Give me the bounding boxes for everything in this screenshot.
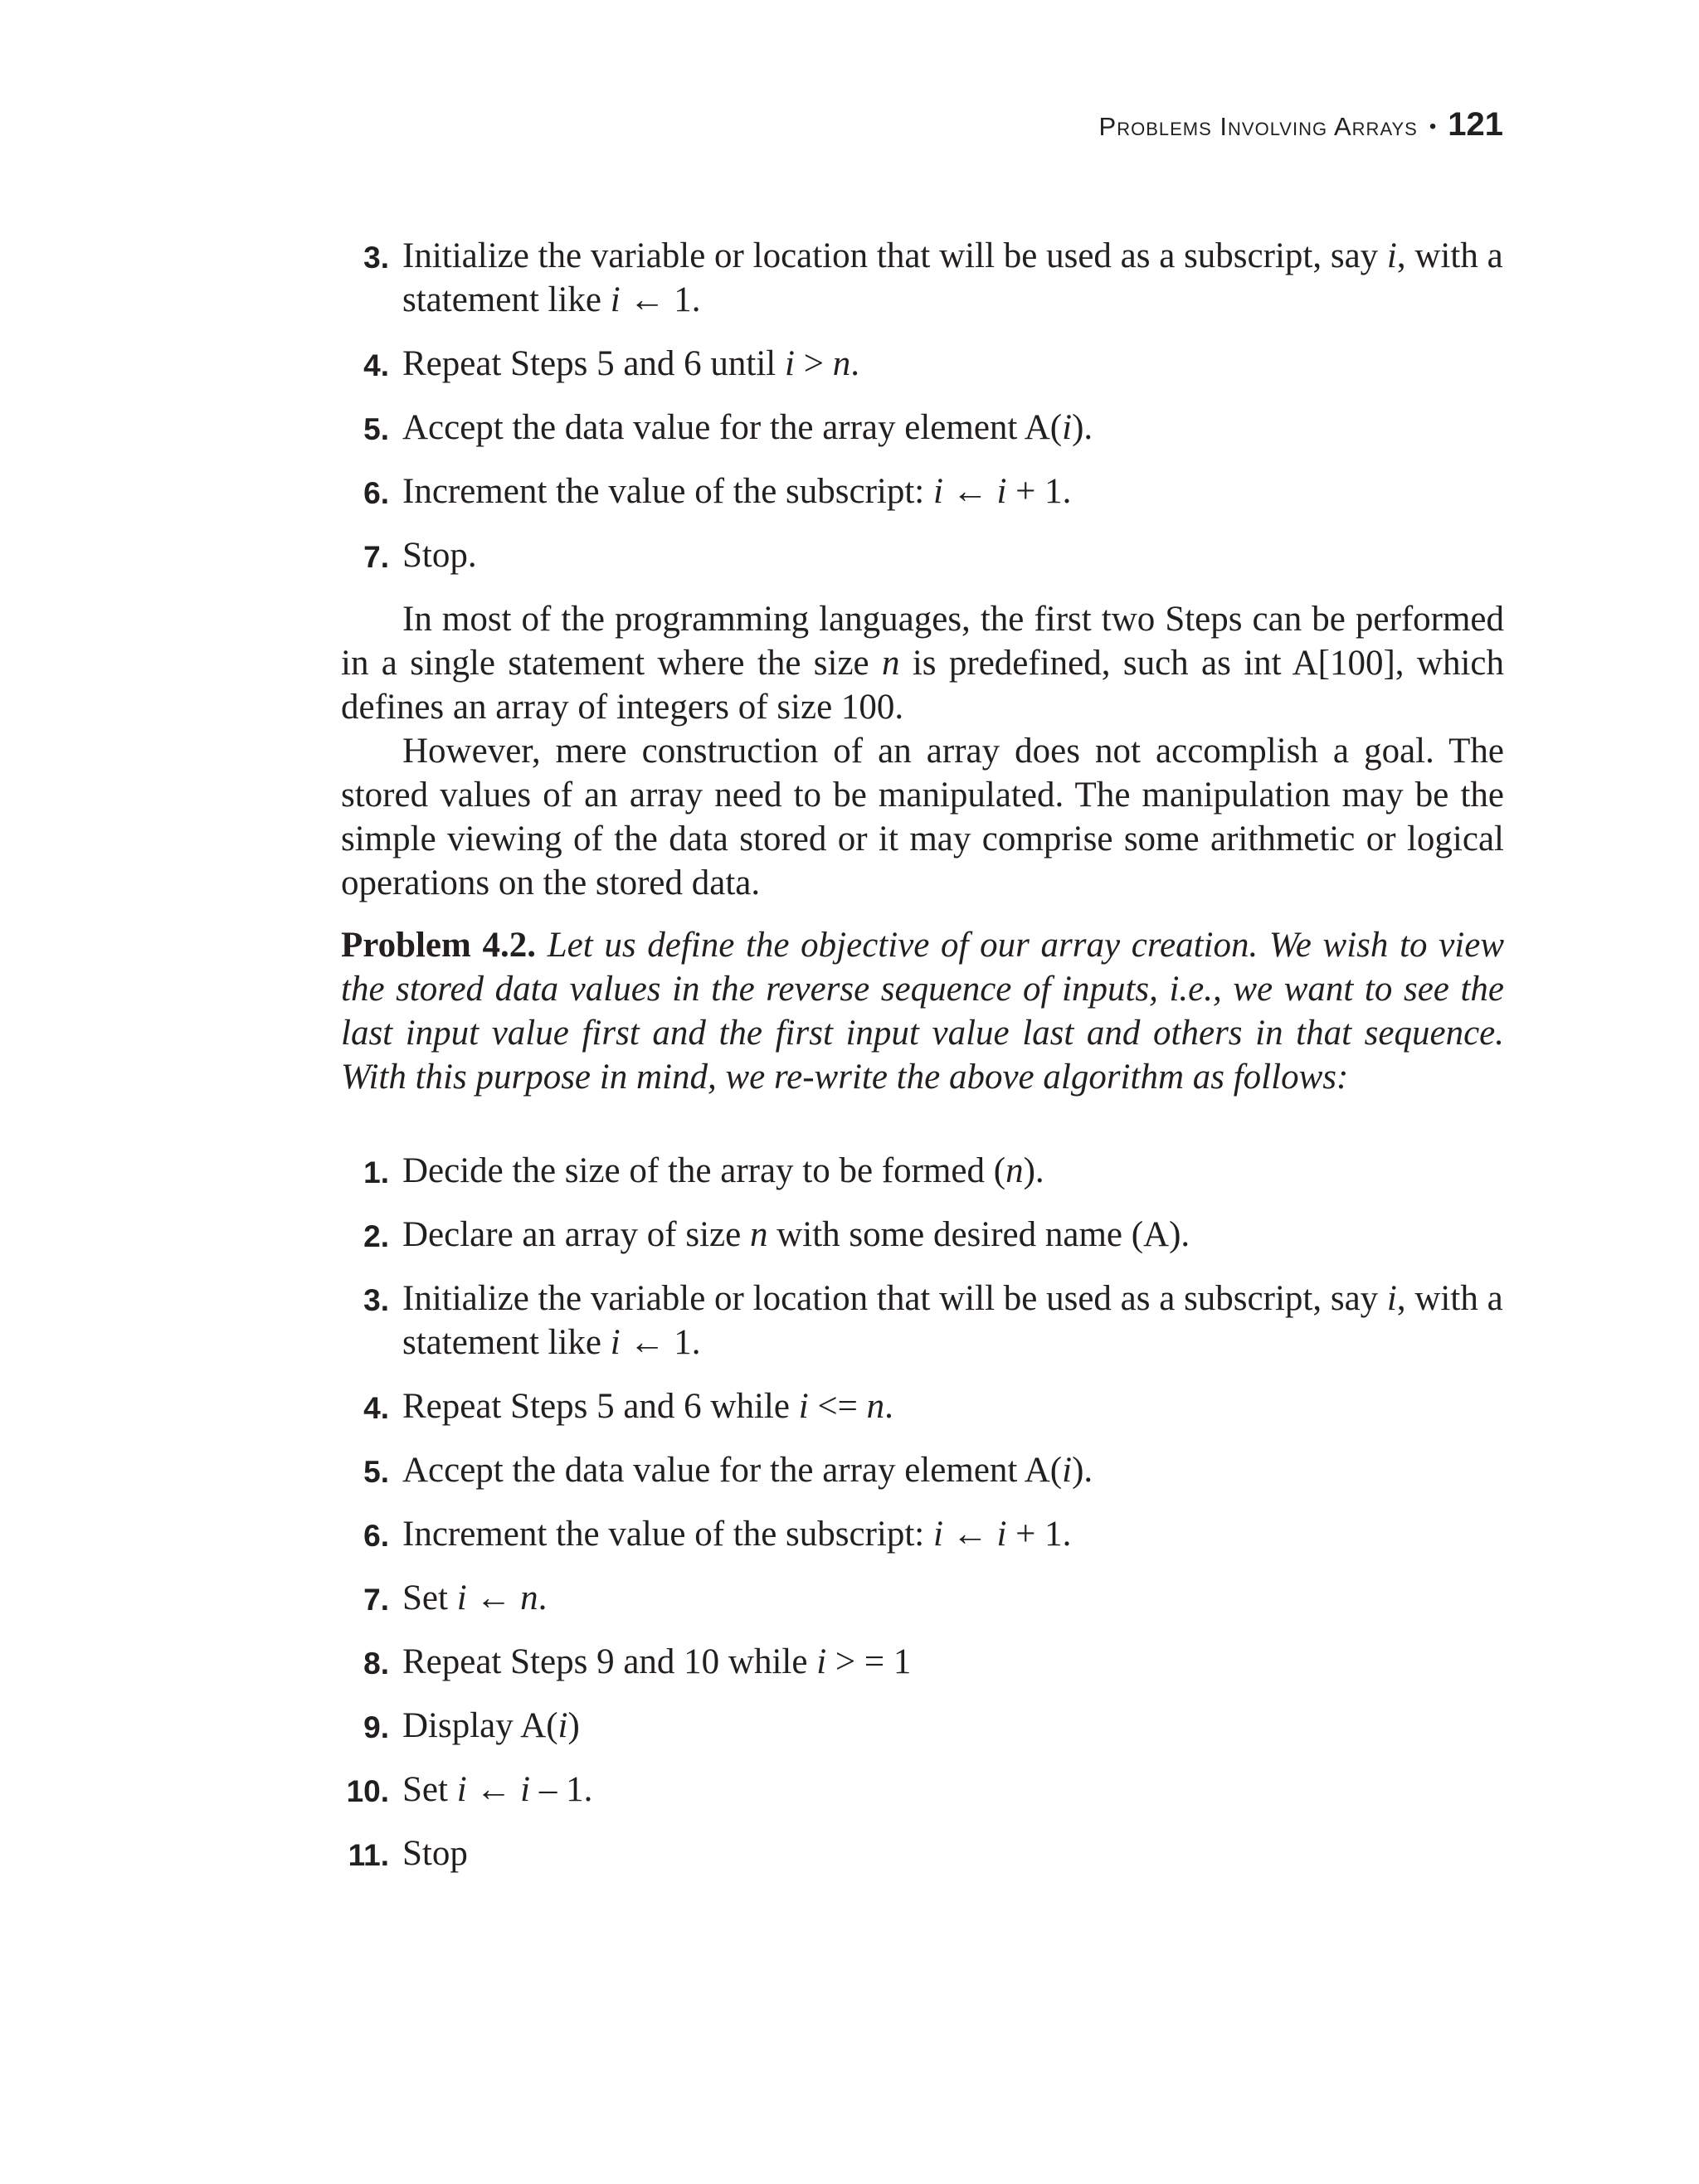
page-number: 121 <box>1448 106 1503 143</box>
step-number: 11. <box>348 1838 389 1872</box>
step-text: Declare an array of size n with some desired name (A). <box>402 1215 1190 1254</box>
problem-label: Problem 4.2. <box>341 926 537 965</box>
algorithm-steps <box>341 1149 1504 1875</box>
step-text: Stop. <box>402 536 477 575</box>
step-item <box>341 342 1504 386</box>
step-number: 1. <box>363 1155 389 1189</box>
step-number: 4. <box>363 1391 389 1425</box>
step-text: Accept the data value for the array element A(i). <box>402 408 1093 447</box>
step-item <box>341 1448 1504 1492</box>
step-number: 4. <box>363 348 389 382</box>
step-text: Increment the value of the subscript: i ← i + 1. <box>402 1515 1072 1554</box>
page-body <box>341 234 1504 1895</box>
problem-text: Let us define the objective of our array creation. We wish to view the stored data values in the reverse sequence of inputs, i.e., we want to see the last input value first and the first input value last and others in that sequence. With this purpose in mind, we re-write the above algorithm as follows: <box>341 926 1505 1097</box>
step-item <box>341 1384 1504 1428</box>
step-number: 2. <box>363 1219 389 1253</box>
step-item <box>341 1512 1504 1556</box>
step-item <box>341 1768 1504 1812</box>
step-number: 6. <box>363 476 389 510</box>
step-item <box>341 1149 1504 1193</box>
running-head-title: Problems Involving Arrays <box>1098 112 1418 141</box>
algorithm-steps-continued <box>341 234 1504 577</box>
step-number: 10. <box>346 1774 389 1808</box>
step-number: 5. <box>363 412 389 446</box>
step-text: Repeat Steps 5 and 6 until i > n. <box>402 344 859 383</box>
step-text: Initialize the variable or location that will be used as a subscript, say i, with a statement like i ← 1. <box>402 1279 1503 1362</box>
step-item <box>341 533 1504 577</box>
step-item <box>341 1576 1504 1620</box>
step-text: Initialize the variable or location that will be used as a subscript, say i, with a statement like i ← 1. <box>402 236 1503 319</box>
step-text: Set i ← i – 1. <box>402 1770 593 1809</box>
step-text: Repeat Steps 9 and 10 while i > = 1 <box>402 1642 912 1681</box>
step-number: 9. <box>363 1710 389 1744</box>
step-number: 6. <box>363 1519 389 1553</box>
step-number: 3. <box>363 241 389 275</box>
step-text: Display A(i) <box>402 1706 580 1745</box>
running-head-bullet: • <box>1429 115 1437 138</box>
step-text: Set i ← n. <box>402 1578 548 1617</box>
step-item <box>341 1277 1504 1364</box>
step-item <box>341 406 1504 450</box>
step-number: 5. <box>363 1455 389 1489</box>
step-text: Stop <box>402 1834 468 1873</box>
step-item <box>341 1704 1504 1748</box>
step-text: Decide the size of the array to be formed (n). <box>402 1151 1044 1190</box>
paragraph-single-statement: In most of the programming languages, the first two Steps can be performed in a single statement where the size n is predefined, such as int A[100], which defines an array of integers of size 100. <box>341 600 1504 727</box>
step-item <box>341 1213 1504 1257</box>
step-number: 8. <box>363 1647 389 1681</box>
step-number: 7. <box>363 1583 389 1617</box>
running-head <box>1099 106 1503 143</box>
step-text: Repeat Steps 5 and 6 while i <= n. <box>402 1387 893 1426</box>
step-item <box>341 1831 1504 1875</box>
problem-statement <box>341 923 1504 1099</box>
step-item <box>341 234 1504 322</box>
step-item <box>341 1640 1504 1684</box>
paragraph-manipulation: However, mere construction of an array does not accomplish a goal. The stored values of an array need to be manipulated. The manipulation may be the simple viewing of the data stored or it may comprise some arithmetic or logical operations on the stored data. <box>341 732 1504 902</box>
step-text: Accept the data value for the array element A(i). <box>402 1451 1093 1490</box>
step-item <box>341 469 1504 513</box>
step-number: 7. <box>363 540 389 574</box>
step-number: 3. <box>363 1283 389 1317</box>
step-text: Increment the value of the subscript: i ← i + 1. <box>402 472 1072 511</box>
